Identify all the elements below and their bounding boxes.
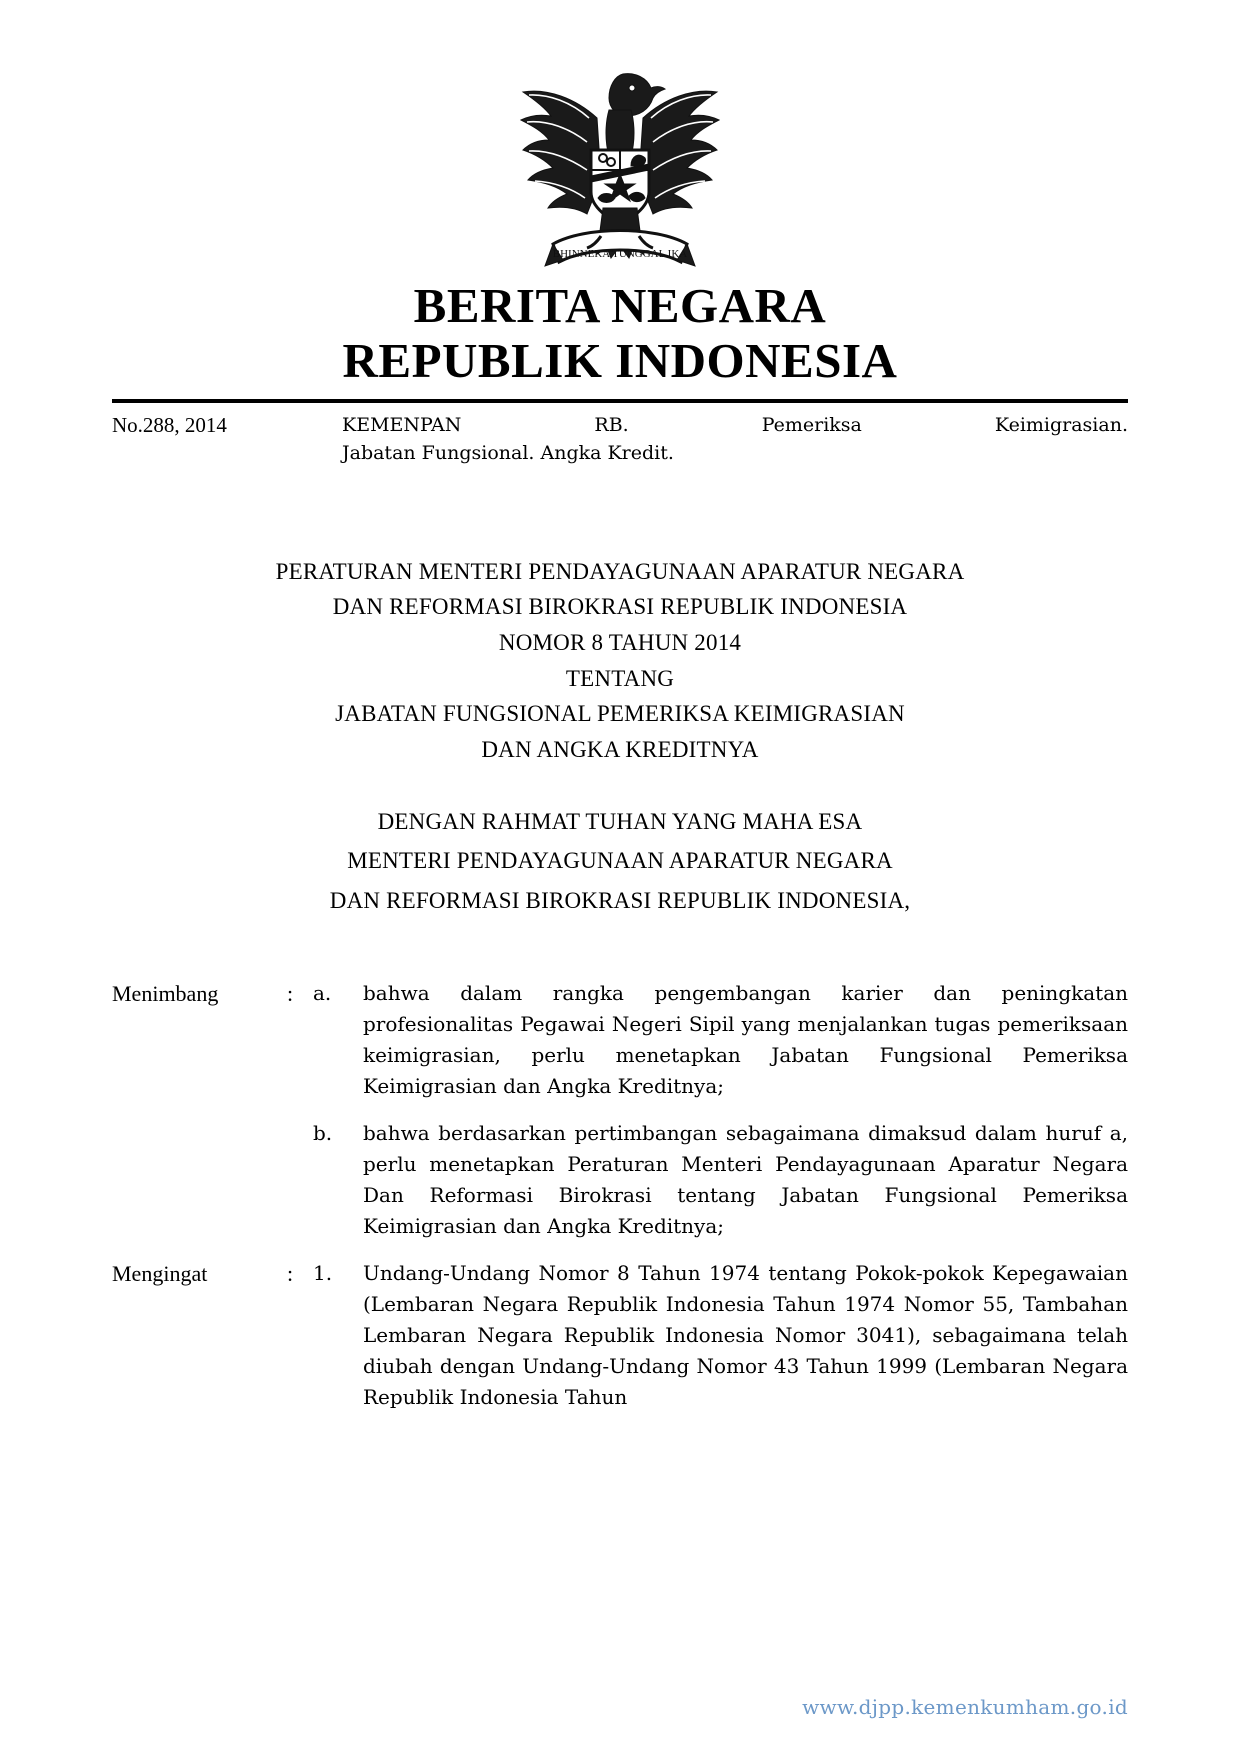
clause-colon: :: [287, 1261, 294, 1287]
title-line-6: DAN ANGKA KREDITNYA: [481, 736, 759, 762]
clause-text: bahwa berdasarkan pertimbangan sebagaimana dimaksud dalam huruf a, perlu menetapkan Peraturan Menteri Pendayagunaan Aparatur Negara Dan Reformasi Birokrasi tentang Jabatan Fungsional Pemeriksa Keimigrasian dan Angka Kreditnya;: [363, 1121, 1128, 1239]
masthead-line-2: REPUBLIK INDONESIA: [342, 332, 898, 388]
clause-marker: a.: [313, 981, 332, 1006]
clause-label: Mengingat: [112, 1261, 208, 1287]
enacting-line-3: DAN REFORMASI BIROKRASI REPUBLIK INDONESIA,: [329, 887, 911, 913]
clause-label: Menimbang: [112, 981, 219, 1007]
title-line-1: PERATURAN MENTERI PENDAYAGUNAAN APARATUR NEGARA: [275, 558, 965, 584]
clause-marker: b.: [313, 1121, 333, 1146]
clause-text: Undang-Undang Nomor 8 Tahun 1974 tentang Pokok-pokok Kepegawaian (Lembaran Negara Republik Indonesia Tahun 1974 Nomor 55, Tambahan Lembaran Negara Republik Indonesia Nomor 3041), sebagaimana telah diubah dengan Undang-Undang Nomor 43 Tahun 1999 (Lembaran Negara Republik Indonesia Tahun: [363, 1261, 1128, 1410]
clause-item: [112, 978, 1128, 1102]
gazette-subject: [342, 411, 1128, 468]
gazette-number: No.288, 2014: [112, 412, 227, 437]
clause-colon: :: [287, 981, 294, 1007]
footer-url[interactable]: www.djpp.kemenkumham.go.id: [802, 1695, 1128, 1719]
clause-text: bahwa dalam rangka pengembangan karier dan peningkatan profesionalitas Pegawai Negeri Sipil yang menjalankan tugas pemeriksaan keimigrasian, perlu menetapkan Jabatan Fungsional Pemeriksa Keimigrasian dan Angka Kreditnya;: [363, 981, 1128, 1099]
clause-marker: 1.: [313, 1261, 333, 1286]
masthead: [112, 279, 1128, 389]
clause-item: [112, 1258, 1128, 1413]
title-line-2: DAN REFORMASI BIROKRASI REPUBLIK INDONESIA: [332, 594, 908, 620]
title-line-3: NOMOR 8 TAHUN 2014: [498, 630, 742, 656]
enacting-line-2: MENTERI PENDAYAGUNAAN APARATUR NEGARA: [347, 848, 893, 874]
gazette-subject-tail: Jabatan Fungsional. Angka Kredit.: [342, 442, 674, 465]
gazette-subject-main: KEMENPAN RB. Pemeriksa Keimigrasian.: [342, 413, 1128, 436]
enacting-formula: [112, 802, 1128, 921]
clause-item: [112, 1118, 1128, 1242]
regulation-title-block: [112, 554, 1128, 768]
title-line-5: JABATAN FUNGSIONAL PEMERIKSA KEIMIGRASIAN: [335, 701, 905, 727]
considerations-section: [112, 978, 1128, 1413]
header-meta-row: [112, 411, 1128, 468]
masthead-line-1: BERITA NEGARA: [413, 278, 827, 333]
masthead-divider: [112, 399, 1128, 403]
enacting-line-1: DENGAN RAHMAT TUHAN YANG MAHA ESA: [377, 808, 863, 834]
emblem-container: [112, 0, 1128, 273]
garuda-pancasila-emblem: [505, 58, 735, 273]
emblem-motto-text: BHINNEKA TUNGGAL IKA: [552, 248, 688, 260]
title-line-4: TENTANG: [565, 665, 675, 691]
